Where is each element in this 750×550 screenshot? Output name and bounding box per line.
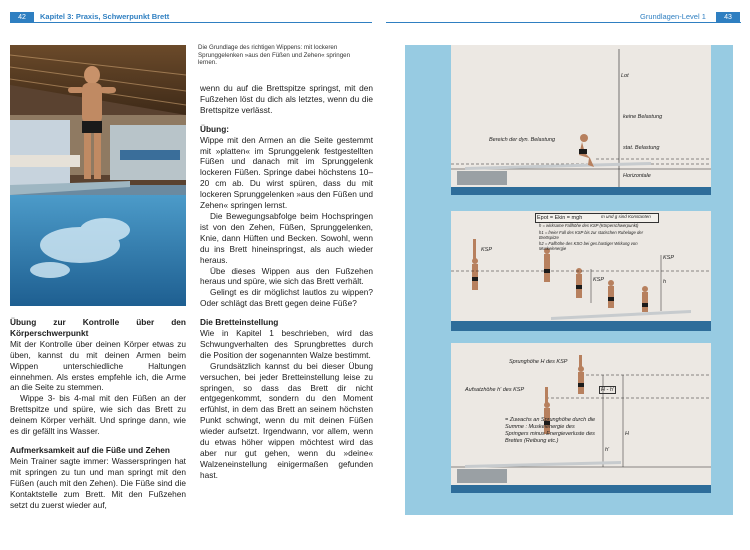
level-label: Grundlagen-Level 1: [640, 12, 706, 21]
legend-h1: h1 = freier Fall des KSP bis zur statischen Ruhelage der Brettspitze: [539, 230, 644, 240]
label-lot: Lot: [621, 73, 629, 79]
label-zuwachs: = Zuwachs an Sprunghöhe durch die Summe : Muskelenergie des Springers minus Energieverluste des Brettes (Reibung etc.): [505, 417, 596, 444]
paragraph: Übe dieses Wippen aus den Fußzehen heraus und spüre, wie sich das Brett verhält.: [200, 265, 373, 287]
label-ksp: KSP: [481, 247, 493, 253]
text-column-1: [10, 317, 186, 510]
paragraph: Grundsätzlich kannst du bei dieser Übung versuchen, bei jeder Bretteinstellung leise zu springen, so dass das Brett dir nicht entgegenkommt, sondern du den Moment erfühlst, in dem das Brett an seinem höchsten Punkt schwingt, wenn du mit deinen Füßen wieder aufsetzt. Irgendwann, vor allem, wenn du etwas höher wippen möchtest wird das aber nur gut gehen, wenn du »deine« Walzeneinstellung einigermaßen gefunden hast.: [200, 360, 373, 480]
heading-aufmerksamkeit: Aufmerksamkeit auf die Füße und Zehen: [10, 444, 170, 455]
constants-note: m und g sind Konstanten: [601, 214, 651, 219]
page-number-right: 43: [716, 12, 740, 23]
heading-kontrolle: Übung zur Kontrolle über den Körperschwerpunkt: [10, 317, 186, 338]
paragraph: Die Bewegungsabfolge beim Hochspringen ist von den Zehen, Füßen, Sprunggelenken, Knie, dann Hüften und Becken. Sowohl, wenn du ins Brett hineinspringst, als auch wieder heraus.: [200, 210, 373, 265]
paragraph: Gelingt es dir möglichst lautlos zu wippen? Oder schlägt das Brett gegen deine Füße?: [200, 287, 373, 309]
label-H-minus-h: H - h': [601, 387, 614, 393]
heading-uebung: Übung:: [200, 123, 230, 134]
paragraph: Mit der Kontrolle über deinen Körper etwas zu üben, kannst du mit deinen Armen beim Wippen unterschiedliche Haltungen einnehmen. Als erstes empfehle ich, die Arme an die Seite zu stemmen.: [10, 338, 186, 393]
water: [451, 485, 711, 493]
label-sprunghoehe: Sprunghöhe H des KSP: [509, 359, 568, 365]
paragraph: wenn du auf die Brettspitze springst, mit den Fußzehen löst du dich als letztes, wenn du die Brettspitze verlässt.: [200, 83, 373, 115]
photo-caption: Die Grundlage des richtigen Wippens: mit lockeren Sprunggelenken »aus den Füßen und Zehen« springen lernen.: [198, 44, 351, 67]
paragraph: Wippe 3- bis 4-mal mit den Füßen an der Brettspitze und spüre, wie sich das Brett zu deinem Körper verhält. Und springe dann, wie es dir gefällt ins Wasser.: [10, 393, 186, 437]
label-horizontale: Horizontale: [623, 173, 651, 179]
label-H: H: [625, 431, 629, 437]
legend-h: h = wirksame Fallhöhe des KSP (Körperschwerpunkt): [539, 223, 639, 228]
board-physics-diagram: [405, 45, 733, 515]
paragraph: Wie in Kapitel 1 beschrieben, wird das Schwungverhalten des Sprungbrettes durch die Position der sogenannten Walze bestimmt.: [200, 328, 373, 360]
text-column-2: [200, 83, 373, 481]
label-stat-belastung: stat. Belastung: [623, 145, 660, 151]
diagram-panel-energy: [451, 211, 711, 331]
paragraph: Mein Trainer sagte immer: Wasserspringen hat mit springen zu tun und man springt mit den Füßen (auch mit den Zehen). Die Füße sind die Kontaktstelle zum Brett. Mit den Fußzehen setzt du zuerst wieder auf,: [10, 455, 186, 510]
label-ksp: KSP: [593, 277, 605, 283]
header-rule-right: [386, 22, 741, 23]
header-rule-left: [10, 22, 372, 23]
water: [451, 321, 711, 331]
label-h: h: [663, 279, 667, 285]
label-bereich: Bereich der dyn. Belastung: [489, 137, 556, 143]
diagram-panel-load: [451, 45, 711, 195]
label-ksp: KSP: [663, 255, 675, 261]
page-number-left: 42: [10, 12, 34, 23]
chapter-title: Kapitel 3: Praxis, Schwerpunkt Brett: [40, 12, 170, 21]
legend-h2: h2 = Fallhöhe des KSO bei ges.hastiger Wirkung von Muskelenergie: [539, 241, 638, 251]
label-keine-belastung: keine Belastung: [623, 114, 663, 120]
water: [451, 187, 711, 195]
label-h-prime: h': [605, 447, 610, 453]
formula: Epot = Ekin = mgh: [537, 215, 583, 221]
diver-photo: [10, 45, 186, 306]
diagram-panel-height: [451, 343, 711, 493]
paragraph: Wippe mit den Armen an die Seite gestemmt mit »platten« im Sprunggelenk festgestellten Füßen und danach mit im Sprunggelenk lockeren Füßen. Springe dabei höchstens 10–20 cm ab. Du wirst spüren, dass du mit lockeren Sprunggelenken »aus den Füßen und Zehen« springen lernst.: [200, 134, 373, 211]
heading-bretteinstellung: Die Bretteinstellung: [200, 317, 279, 328]
label-aufsatzhoehe: Aufsatzhöhe h' des KSP: [465, 387, 525, 393]
